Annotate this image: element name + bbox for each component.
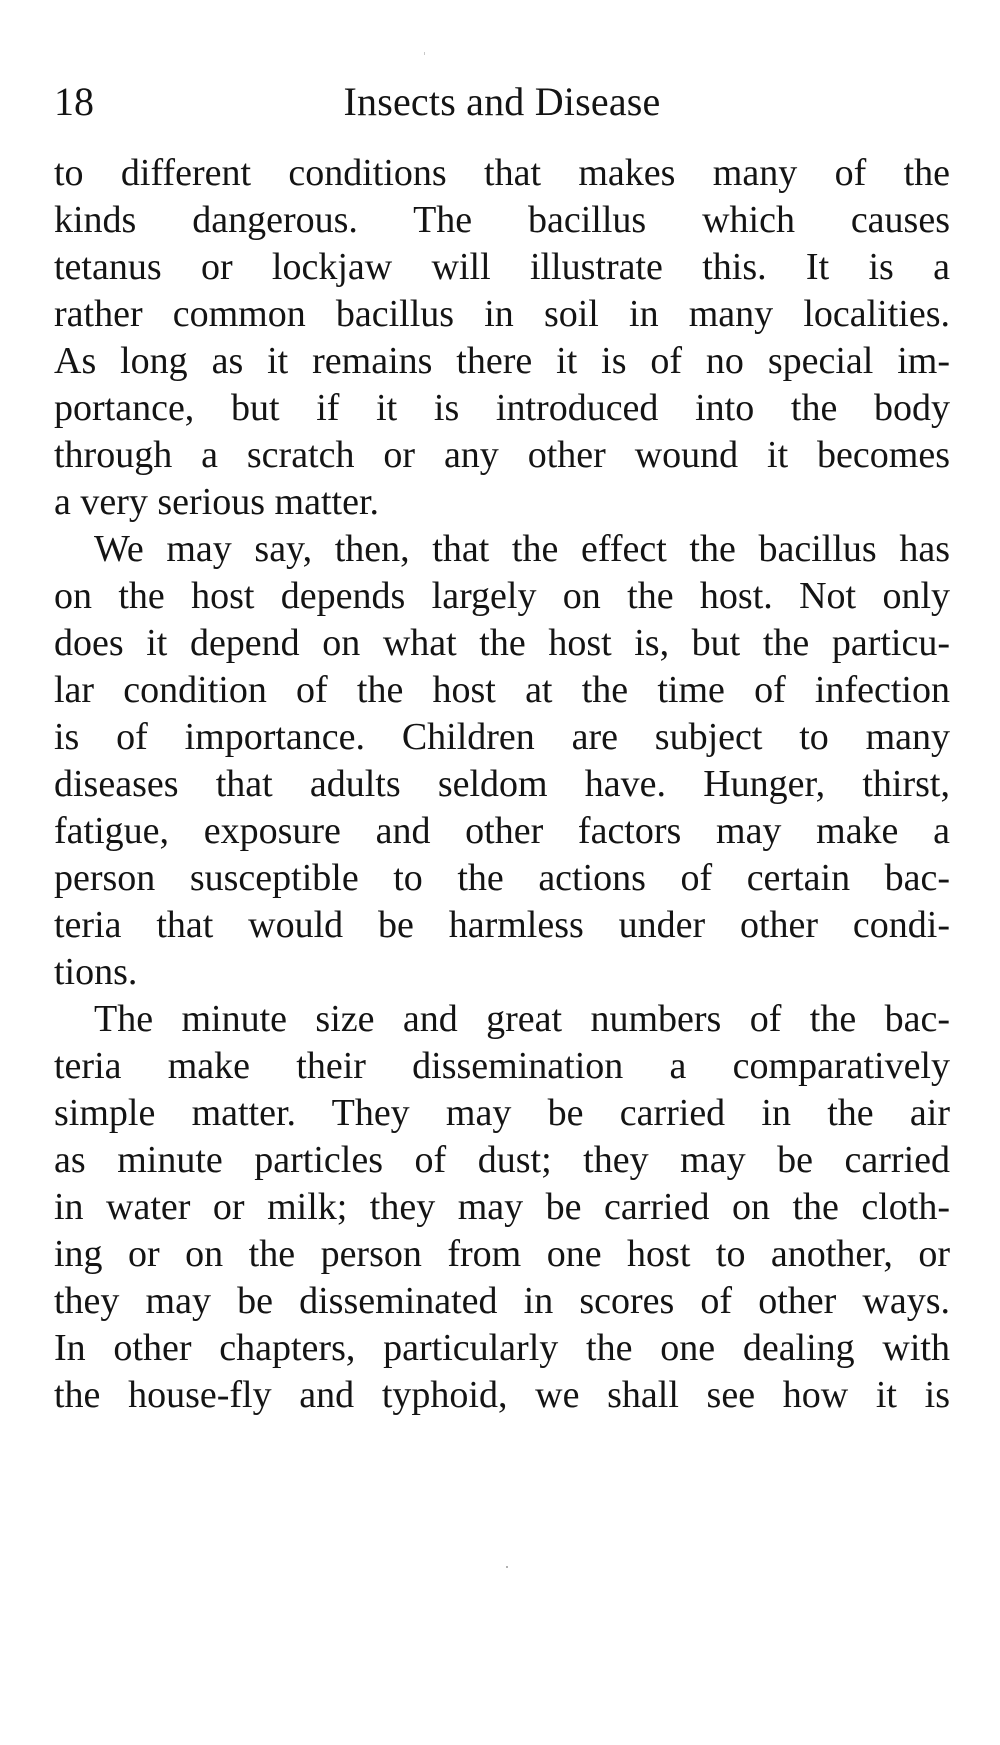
text-line: lar condition of the host at the time of infection [54, 669, 950, 711]
text-line: diseases that adults seldom have. Hunger, thirst, [54, 763, 950, 805]
text-line: fatigue, exposure and other factors may make a [54, 810, 950, 852]
print-speck [424, 52, 425, 55]
text-line: kinds dangerous. The bacillus which causes [54, 199, 950, 241]
running-head [54, 76, 950, 128]
text-line: In other chapters, particularly the one dealing with [54, 1327, 950, 1369]
text-line: teria that would be harmless under other condi- [54, 904, 950, 946]
text-line: through a scratch or any other wound it becomes [54, 434, 950, 476]
text-line: person susceptible to the actions of certain bac- [54, 857, 950, 899]
text-line: simple matter. They may be carried in the air [54, 1092, 950, 1134]
page-number: 18 [54, 79, 94, 124]
body-text [54, 150, 950, 1419]
text-line: they may be disseminated in scores of other ways. [54, 1280, 950, 1322]
text-line: As long as it remains there it is of no special im- [54, 340, 950, 382]
text-line: a very serious matter. [54, 481, 380, 523]
text-line: The minute size and great numbers of the bac- [94, 998, 950, 1040]
text-line: is of importance. Children are subject to many [54, 716, 950, 758]
text-line: portance, but if it is introduced into the body [54, 387, 950, 429]
print-speck [506, 1566, 508, 1568]
text-line: We may say, then, that the effect the bacillus has [94, 528, 950, 570]
text-line: teria make their dissemination a comparatively [54, 1045, 950, 1087]
text-line: ing or on the person from one host to another, or [54, 1233, 950, 1275]
text-line: tetanus or lockjaw will illustrate this. It is a [54, 246, 950, 288]
paragraph-2 [54, 526, 950, 996]
text-line: tions. [54, 951, 138, 993]
running-title: Insects and Disease [343, 79, 661, 124]
paragraph-1 [54, 150, 950, 526]
text-line: the house-fly and typhoid, we shall see how it is [54, 1374, 950, 1416]
text-line: to different conditions that makes many of the [54, 152, 950, 194]
text-line: in water or milk; they may be carried on the cloth- [54, 1186, 950, 1228]
text-line: rather common bacillus in soil in many localities. [54, 293, 950, 335]
paragraph-3 [54, 996, 950, 1419]
text-line: as minute particles of dust; they may be carried [54, 1139, 950, 1181]
text-line: on the host depends largely on the host. Not only [54, 575, 950, 617]
text-line: does it depend on what the host is, but the particu- [54, 622, 950, 664]
